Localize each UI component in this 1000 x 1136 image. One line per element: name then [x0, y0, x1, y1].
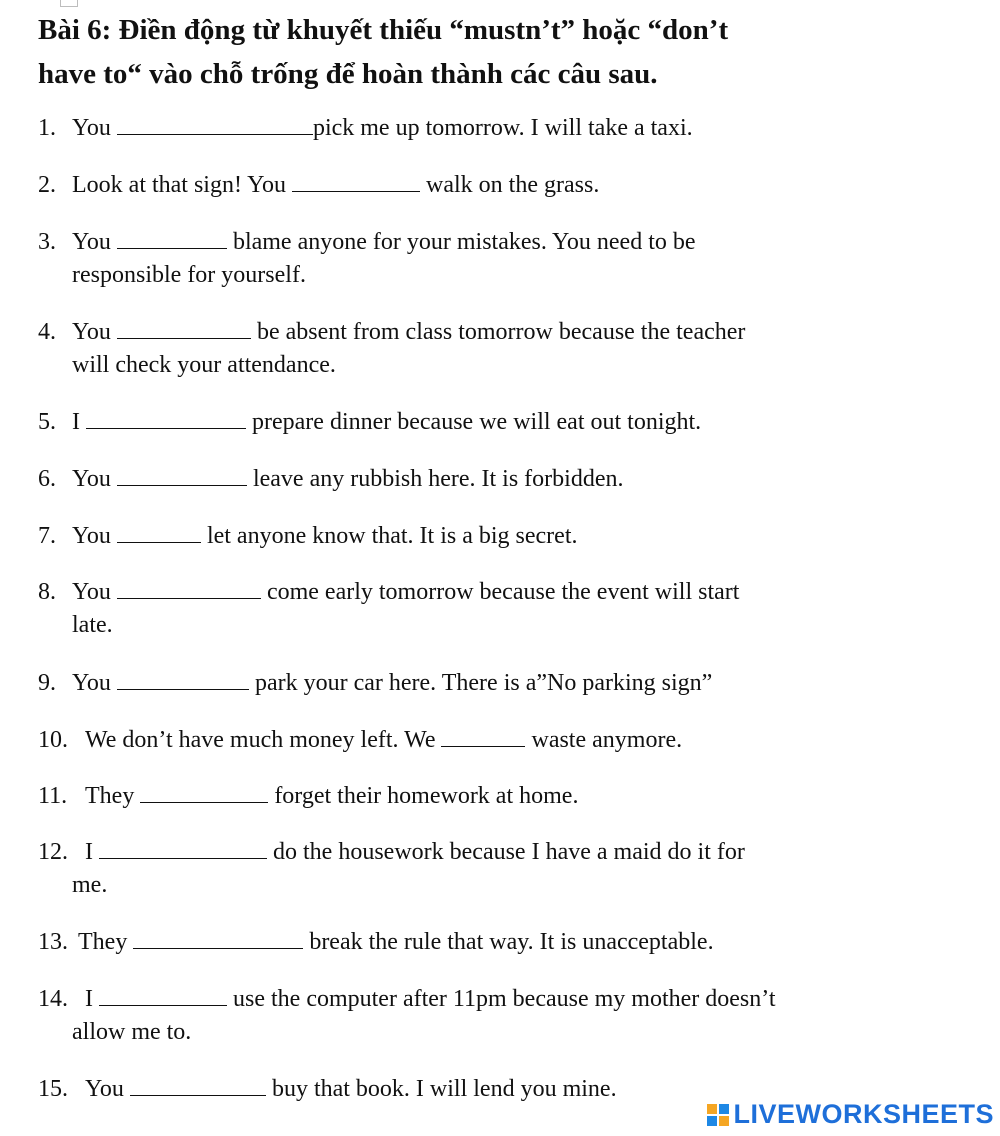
sentence-end: walk on the grass. — [426, 172, 600, 198]
sentence-end: let anyone know that. It is a big secret. — [206, 523, 578, 549]
item-number: 6. — [38, 466, 56, 492]
sentence-12 — [38, 836, 978, 902]
item-number: 7. — [38, 523, 56, 549]
item-number: 11. — [38, 783, 68, 809]
logo-text: LIVEWORKSHEETS — [733, 1099, 994, 1129]
sentence-continuation: me. — [72, 872, 108, 898]
sentence-7 — [38, 520, 978, 553]
sentence-9 — [38, 667, 978, 700]
answer-blank[interactable] — [117, 316, 251, 339]
sentence-end: forget their homework at home. — [274, 783, 579, 809]
sentence-11 — [38, 780, 978, 813]
sentence-end: prepare dinner because we will eat out tonight. — [252, 409, 702, 435]
item-number: 15. — [38, 1076, 68, 1102]
sentence-start: You — [72, 229, 111, 255]
answer-blank[interactable] — [86, 406, 246, 429]
answer-blank[interactable] — [117, 520, 201, 543]
sentence-start: I — [85, 839, 93, 865]
sentence-start: You — [85, 1076, 124, 1102]
sentence-end: buy that book. I will lend you mine. — [271, 1076, 617, 1102]
answer-blank[interactable] — [117, 463, 247, 486]
sentence-end: park your car here. There is a”No parking sign” — [254, 670, 713, 696]
sentence-2 — [38, 169, 978, 202]
sentence-end: waste anymore. — [531, 727, 683, 753]
logo-grid-icon — [707, 1104, 729, 1126]
sentence-start: You — [72, 466, 111, 492]
sentence-start: They — [85, 783, 135, 809]
item-number: 10. — [38, 727, 68, 753]
sentence-3 — [38, 226, 978, 292]
sentence-13 — [38, 926, 978, 959]
sentence-start: You — [72, 319, 111, 345]
sentence-continuation: allow me to. — [72, 1019, 192, 1045]
item-number: 12. — [38, 839, 68, 865]
sentence-5 — [38, 406, 978, 439]
sentence-start: You — [72, 115, 111, 141]
item-number: 2. — [38, 172, 56, 198]
item-number: 14. — [38, 986, 68, 1012]
sentence-end: do the housework because I have a maid do it for — [273, 839, 745, 865]
title-line-1: Bài 6: Điền động từ khuyết thiếu “mustn’t” hoặc “don’t — [38, 14, 729, 46]
answer-blank[interactable] — [140, 780, 268, 803]
sentence-start: Look at that sign! You — [72, 172, 287, 198]
sentence-4 — [38, 316, 978, 382]
answer-blank[interactable] — [130, 1073, 266, 1096]
sentence-end: use the computer after 11pm because my mother doesn’t — [233, 986, 776, 1012]
sentence-continuation: responsible for yourself. — [72, 262, 306, 288]
sentence-end: leave any rubbish here. It is forbidden. — [252, 466, 624, 492]
sentence-end: break the rule that way. It is unacceptable. — [309, 929, 714, 955]
sentence-start: You — [72, 670, 111, 696]
sentence-start: I — [72, 409, 80, 435]
item-number: 3. — [38, 229, 56, 255]
answer-blank[interactable] — [117, 112, 313, 135]
answer-blank[interactable] — [99, 983, 227, 1006]
answer-blank[interactable] — [133, 926, 303, 949]
sentence-continuation: late. — [72, 612, 113, 638]
answer-blank[interactable] — [117, 226, 227, 249]
answer-blank[interactable] — [292, 169, 420, 192]
answer-blank[interactable] — [117, 576, 261, 599]
sentence-start: They — [78, 929, 128, 955]
page-corner-marker — [60, 0, 78, 7]
answer-blank[interactable] — [441, 724, 525, 747]
sentence-6 — [38, 463, 978, 496]
sentence-end: be absent from class tomorrow because the teacher — [256, 319, 746, 345]
sentence-start: I — [85, 986, 93, 1012]
item-number: 4. — [38, 319, 56, 345]
item-number: 5. — [38, 409, 56, 435]
sentence-10 — [38, 724, 978, 757]
item-number: 9. — [38, 670, 56, 696]
sentence-8 — [38, 576, 978, 642]
answer-blank[interactable] — [99, 836, 267, 859]
sentence-continuation: will check your attendance. — [72, 352, 336, 378]
sentence-end: blame anyone for your mistakes. You need to be — [232, 229, 696, 255]
exercise-title — [38, 8, 968, 96]
sentence-start: You — [72, 579, 111, 605]
item-number: 8. — [38, 579, 56, 605]
item-number: 13. — [38, 929, 68, 955]
title-line-2: have to“ vào chỗ trống để hoàn thành các câu sau. — [38, 58, 658, 90]
sentence-1 — [38, 112, 978, 145]
sentence-start: We don’t have much money left. We — [85, 727, 436, 753]
sentence-start: You — [72, 523, 111, 549]
answer-blank[interactable] — [117, 667, 249, 690]
sentence-end: come early tomorrow because the event will start — [266, 579, 740, 605]
item-number: 1. — [38, 115, 56, 141]
sentence-14 — [38, 983, 978, 1049]
liveworksheets-logo — [707, 1099, 994, 1130]
sentence-end: pick me up tomorrow. I will take a taxi. — [312, 115, 693, 141]
